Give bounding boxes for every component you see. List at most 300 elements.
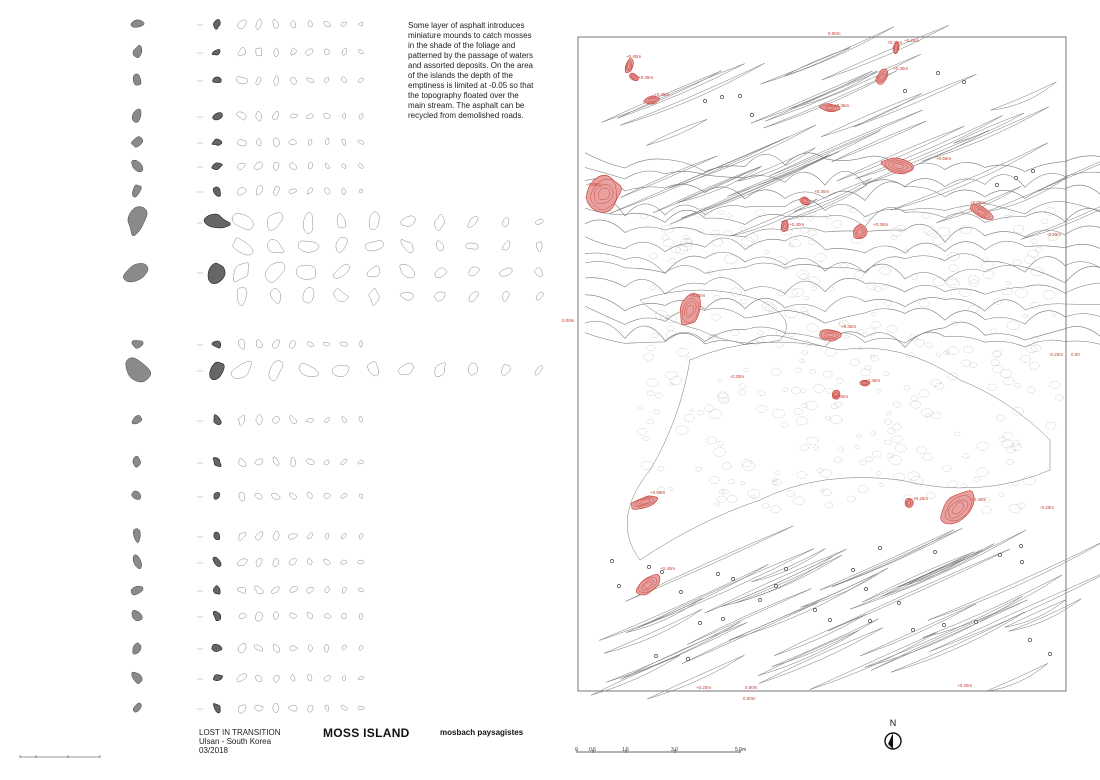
pebble xyxy=(717,496,726,503)
pebble xyxy=(977,442,989,451)
pebble xyxy=(825,503,833,508)
pebble xyxy=(822,489,832,496)
flow-contour xyxy=(585,153,1100,172)
level-labels xyxy=(562,31,1080,701)
mound-slice xyxy=(535,219,543,224)
mound xyxy=(781,220,788,231)
mound xyxy=(586,175,621,212)
mound-outline xyxy=(586,175,621,212)
mound-slice xyxy=(303,287,314,303)
pebble xyxy=(1027,387,1035,393)
mound-slice xyxy=(342,645,347,650)
pebble xyxy=(718,379,722,382)
mound-slice xyxy=(325,533,329,539)
mound-slice xyxy=(238,20,247,29)
pebble xyxy=(922,213,930,218)
pebble xyxy=(933,237,944,245)
pebble xyxy=(910,401,920,408)
stream-band xyxy=(591,655,680,695)
mound-slice xyxy=(435,268,447,278)
mound-slice xyxy=(272,587,280,594)
drawing-title: MOSS ISLAND xyxy=(323,726,410,740)
mound-slice xyxy=(273,703,279,712)
pebble xyxy=(715,502,720,506)
pebble xyxy=(879,483,884,486)
mound-level-label: +0.30m xyxy=(873,222,889,227)
catalog-row xyxy=(133,555,364,569)
pebble xyxy=(712,314,721,320)
pebble xyxy=(893,424,902,430)
mound-slice xyxy=(308,705,313,712)
stream-band xyxy=(682,603,817,664)
mound-slice xyxy=(256,139,261,146)
mound-level-label: +0.30m xyxy=(814,189,830,194)
pebble xyxy=(945,277,957,286)
mound-preview xyxy=(126,358,151,382)
mound-slice xyxy=(435,363,446,377)
pebble xyxy=(719,211,724,215)
pebble xyxy=(647,345,655,351)
mound-section-main xyxy=(213,557,221,567)
pebble xyxy=(757,331,763,336)
pebble xyxy=(712,238,723,246)
tree xyxy=(933,550,936,553)
edge-level-label: 0.00 xyxy=(1071,352,1080,357)
mound-slice xyxy=(272,416,279,423)
pebble xyxy=(870,432,876,436)
tree xyxy=(998,553,1001,556)
mound-slice xyxy=(502,364,511,375)
stream-band xyxy=(891,612,1025,672)
pebble xyxy=(837,448,843,452)
mound-section-main xyxy=(204,214,230,228)
mound-slice xyxy=(342,48,347,55)
mound-slice xyxy=(332,365,349,377)
stream-band xyxy=(735,555,842,603)
pebble xyxy=(876,472,881,476)
tree xyxy=(864,587,867,590)
mound-slice xyxy=(359,113,363,119)
stream-band xyxy=(923,575,1062,638)
stream-band xyxy=(953,113,1023,143)
pebble xyxy=(669,258,676,263)
catalog-row xyxy=(126,358,543,382)
pebble xyxy=(943,465,952,471)
pebble xyxy=(801,227,809,233)
pebble xyxy=(927,231,936,237)
flow-contour xyxy=(585,261,1100,282)
pebble xyxy=(910,275,917,280)
mound-slice xyxy=(238,643,246,653)
pebble xyxy=(811,286,816,290)
pebble xyxy=(871,312,876,316)
tree xyxy=(654,654,657,657)
mound-slice xyxy=(289,340,295,348)
mound-slice xyxy=(298,241,319,252)
pebble xyxy=(982,507,992,514)
pebble xyxy=(887,453,894,458)
mound-slice xyxy=(358,49,363,54)
pebble xyxy=(823,371,832,377)
edge-level-label: +0.20m xyxy=(957,683,973,688)
pebble xyxy=(731,330,739,336)
pebble xyxy=(884,440,891,445)
pebble xyxy=(791,387,800,393)
catalog-row xyxy=(133,456,364,467)
mound-slice xyxy=(274,48,279,57)
mound-preview xyxy=(133,45,142,58)
pebble xyxy=(709,476,719,483)
edge-level-label: -0.20m xyxy=(1049,352,1064,357)
mound-slice xyxy=(238,188,247,196)
pebble xyxy=(738,390,745,395)
tree xyxy=(851,568,854,571)
mound-slice xyxy=(324,49,329,55)
pebble xyxy=(728,479,734,484)
pebble xyxy=(948,481,958,488)
pebble xyxy=(690,409,694,412)
mound-preview xyxy=(133,703,141,712)
mound-slice xyxy=(502,218,509,228)
pebble xyxy=(775,471,781,475)
flow-contour xyxy=(585,236,1100,253)
pebble xyxy=(786,289,798,297)
mound-slice xyxy=(359,189,363,193)
tree xyxy=(936,71,939,74)
pebble xyxy=(1009,504,1021,512)
flow-contour xyxy=(585,207,1100,227)
pebble xyxy=(991,360,1000,366)
mound-level-label: +0.45m xyxy=(834,103,850,108)
pebble xyxy=(896,225,905,232)
mound-slice xyxy=(273,138,279,147)
stream-band xyxy=(855,116,1002,179)
pebble xyxy=(856,434,861,438)
pebble xyxy=(969,280,978,287)
pebble xyxy=(947,279,959,288)
pebble xyxy=(797,471,807,478)
pebble xyxy=(880,267,891,275)
pebble xyxy=(1015,289,1027,298)
mound-slice xyxy=(468,217,478,228)
mound-level-label: +0.40m xyxy=(833,394,849,399)
mound-slice xyxy=(308,644,313,651)
mound-slice xyxy=(358,560,364,564)
mound-section-main xyxy=(213,703,220,712)
pebble xyxy=(719,489,724,493)
catalog-row xyxy=(132,109,363,123)
north-label: N xyxy=(889,718,897,728)
mound-slice xyxy=(324,418,330,423)
pebble xyxy=(927,493,935,499)
mound-preview xyxy=(133,529,140,543)
mound-slice xyxy=(239,492,245,501)
pebble xyxy=(990,329,997,334)
pebble xyxy=(654,409,660,413)
mound-slice xyxy=(333,264,350,278)
mound-slice xyxy=(238,415,244,426)
mound-slice xyxy=(233,263,248,282)
pebble xyxy=(872,321,881,328)
mound-preview xyxy=(132,185,141,197)
mound-slice xyxy=(289,559,296,566)
pebble xyxy=(834,457,842,463)
mound-section-main xyxy=(210,362,225,380)
tree xyxy=(750,113,753,116)
stream-band xyxy=(832,528,962,586)
pebble xyxy=(825,348,836,356)
mound-slice xyxy=(290,646,298,651)
edge-level-label: +0.20m xyxy=(696,685,712,690)
pebble xyxy=(936,353,941,357)
pebble xyxy=(1007,321,1019,330)
mound-slice xyxy=(255,531,263,540)
pebble xyxy=(870,355,878,361)
mound-slice xyxy=(308,162,312,169)
mound-slice xyxy=(359,341,363,348)
mound-slice xyxy=(325,705,329,711)
mound-slice xyxy=(435,292,446,301)
pebble xyxy=(785,309,798,318)
pebble xyxy=(832,221,842,228)
tree xyxy=(617,584,620,587)
stream-band xyxy=(626,598,702,632)
stream-band xyxy=(801,568,888,607)
scale-bar xyxy=(577,749,740,753)
mound-slice xyxy=(303,212,313,233)
catalog-row xyxy=(132,160,364,172)
mound-slice xyxy=(341,533,346,539)
pebble xyxy=(787,491,795,497)
mound-slice xyxy=(358,460,364,464)
tree xyxy=(698,621,701,624)
pebble xyxy=(709,410,722,419)
asphalt-mounds xyxy=(586,42,993,595)
pebble xyxy=(694,209,706,218)
site-plan xyxy=(562,25,1100,701)
mound-level-label: +0.90m xyxy=(690,293,706,298)
pebble xyxy=(983,258,988,262)
mound-preview xyxy=(132,160,143,172)
pebble xyxy=(776,342,783,347)
mound-slice xyxy=(265,262,285,282)
pebble xyxy=(663,239,674,247)
mound-preview xyxy=(123,263,148,282)
mound-slice xyxy=(233,238,253,255)
mound-slice xyxy=(358,676,364,680)
mound-slice xyxy=(307,188,313,194)
edge-level-label: 0.00m xyxy=(562,318,575,323)
pebble xyxy=(762,504,769,509)
mound-slice xyxy=(237,559,248,566)
pebble xyxy=(740,482,744,485)
stream-band xyxy=(985,663,1047,691)
mound-slice xyxy=(291,77,297,84)
pebble xyxy=(1050,381,1060,388)
stream-band xyxy=(1038,141,1100,190)
pebble xyxy=(805,297,809,300)
mound-slice xyxy=(400,264,415,278)
mound-outline xyxy=(941,491,974,524)
mound-level-label: +0.40m xyxy=(660,566,676,571)
mound-slice xyxy=(368,361,379,376)
pebble xyxy=(825,416,830,420)
mound-slice xyxy=(325,188,331,194)
mound-slice xyxy=(254,645,263,651)
mound-level-label: +0.60m xyxy=(650,490,666,495)
mound-slice xyxy=(273,186,279,195)
mound-level-label: +0.45m xyxy=(654,92,670,97)
pebble xyxy=(748,490,760,499)
pebble xyxy=(809,277,820,285)
mound-slice xyxy=(342,164,346,169)
pebble xyxy=(638,406,643,409)
mound-slice xyxy=(468,363,477,375)
scale-label-1: 0.5 xyxy=(589,747,596,753)
tree xyxy=(721,617,724,620)
mound-slice xyxy=(307,341,314,346)
tree xyxy=(1031,169,1034,172)
mound-slice xyxy=(291,457,296,466)
pebble xyxy=(1004,377,1014,384)
edge-level-label: 0.00m xyxy=(828,31,841,36)
stream-band xyxy=(990,82,1056,110)
mound-slice xyxy=(342,188,346,195)
mound-level-label: +0.55m xyxy=(936,156,952,161)
mound-slice xyxy=(342,613,346,619)
mound-slice xyxy=(270,288,280,303)
pebble xyxy=(854,271,864,278)
mound-slice xyxy=(324,675,331,681)
pebble xyxy=(772,481,777,485)
mound-slice xyxy=(341,460,347,465)
pebble xyxy=(814,446,819,450)
pebble xyxy=(1012,440,1020,446)
pebble xyxy=(1000,369,1011,377)
pebble xyxy=(644,353,654,360)
mound-slice xyxy=(337,214,346,228)
mound-slice xyxy=(271,494,280,500)
pebble xyxy=(1045,208,1056,216)
pebble xyxy=(840,263,848,269)
pebble xyxy=(830,415,842,423)
mound xyxy=(631,496,658,509)
mound-section-main xyxy=(213,77,222,83)
mound-slice xyxy=(237,112,246,120)
mound-level-label: +0.40m xyxy=(971,497,987,502)
mound-section-main xyxy=(208,263,225,284)
tree xyxy=(731,577,734,580)
scale-label-2: 1.5 xyxy=(622,747,629,753)
catalog-row xyxy=(132,415,363,426)
pebble xyxy=(895,444,907,452)
mound-slice xyxy=(336,237,348,252)
small-scale-bar xyxy=(20,755,100,758)
pebble xyxy=(800,359,805,363)
stream-band xyxy=(620,63,764,125)
pebble xyxy=(758,391,765,396)
stream-band xyxy=(1005,600,1066,627)
project-location: Ulsan - South Korea xyxy=(199,737,272,746)
mound-slice xyxy=(274,76,279,86)
pebble xyxy=(831,404,838,409)
mound-preview xyxy=(128,207,147,236)
mound-slice xyxy=(273,531,279,540)
pebble xyxy=(807,437,818,445)
stream-band xyxy=(738,148,816,181)
mound-slice xyxy=(324,613,331,618)
mound-slice xyxy=(324,559,331,565)
mound-slice xyxy=(255,675,261,681)
pebble xyxy=(904,386,910,390)
flow-contour xyxy=(585,295,1100,312)
pebble xyxy=(877,389,881,392)
pebble xyxy=(802,350,808,354)
pebble xyxy=(741,299,747,303)
stream-band xyxy=(751,71,873,123)
mound-slice xyxy=(237,288,246,306)
mound-slice xyxy=(369,288,379,305)
mound-slice xyxy=(367,266,380,277)
stream-band xyxy=(809,632,936,689)
pebble xyxy=(867,283,876,290)
mound-slice xyxy=(466,243,478,249)
pebble xyxy=(858,486,868,493)
mound-slice xyxy=(435,214,445,230)
pebble xyxy=(713,448,725,457)
pebble xyxy=(976,468,988,477)
mound-slice xyxy=(342,77,347,83)
pebble xyxy=(948,264,958,271)
tree xyxy=(903,89,906,92)
pebble xyxy=(959,288,971,296)
mound-slice xyxy=(358,22,363,26)
pebble xyxy=(1028,250,1038,257)
mound-slice xyxy=(254,162,262,170)
pebble xyxy=(987,384,996,391)
pebble xyxy=(886,412,891,415)
mound-slice xyxy=(401,216,416,227)
mound-slice xyxy=(307,533,313,539)
mound-slice xyxy=(256,19,261,30)
mound-slice xyxy=(324,493,331,498)
mound-slice xyxy=(359,645,363,650)
mound-slice xyxy=(502,241,510,251)
mound-preview xyxy=(132,109,141,123)
mound-slice xyxy=(358,163,363,168)
mound-slice xyxy=(254,705,263,711)
pebble xyxy=(1023,314,1028,318)
flow-contour xyxy=(585,252,1100,273)
pebble xyxy=(962,360,971,367)
pebble xyxy=(789,244,794,247)
mound-slice xyxy=(290,114,297,118)
mound-section-main xyxy=(213,675,222,681)
pebble xyxy=(890,228,902,236)
mound-section-main xyxy=(213,20,220,30)
pebble xyxy=(874,286,881,291)
pebble xyxy=(771,506,781,513)
stream-band xyxy=(687,589,811,645)
mound-preview xyxy=(132,491,141,500)
mound-slice xyxy=(358,140,364,144)
mound-slice xyxy=(536,242,542,252)
mound-outline xyxy=(970,204,993,220)
pebble xyxy=(814,385,825,393)
tree xyxy=(686,657,689,660)
mound-slice xyxy=(359,614,363,620)
mound-slice xyxy=(469,267,480,276)
